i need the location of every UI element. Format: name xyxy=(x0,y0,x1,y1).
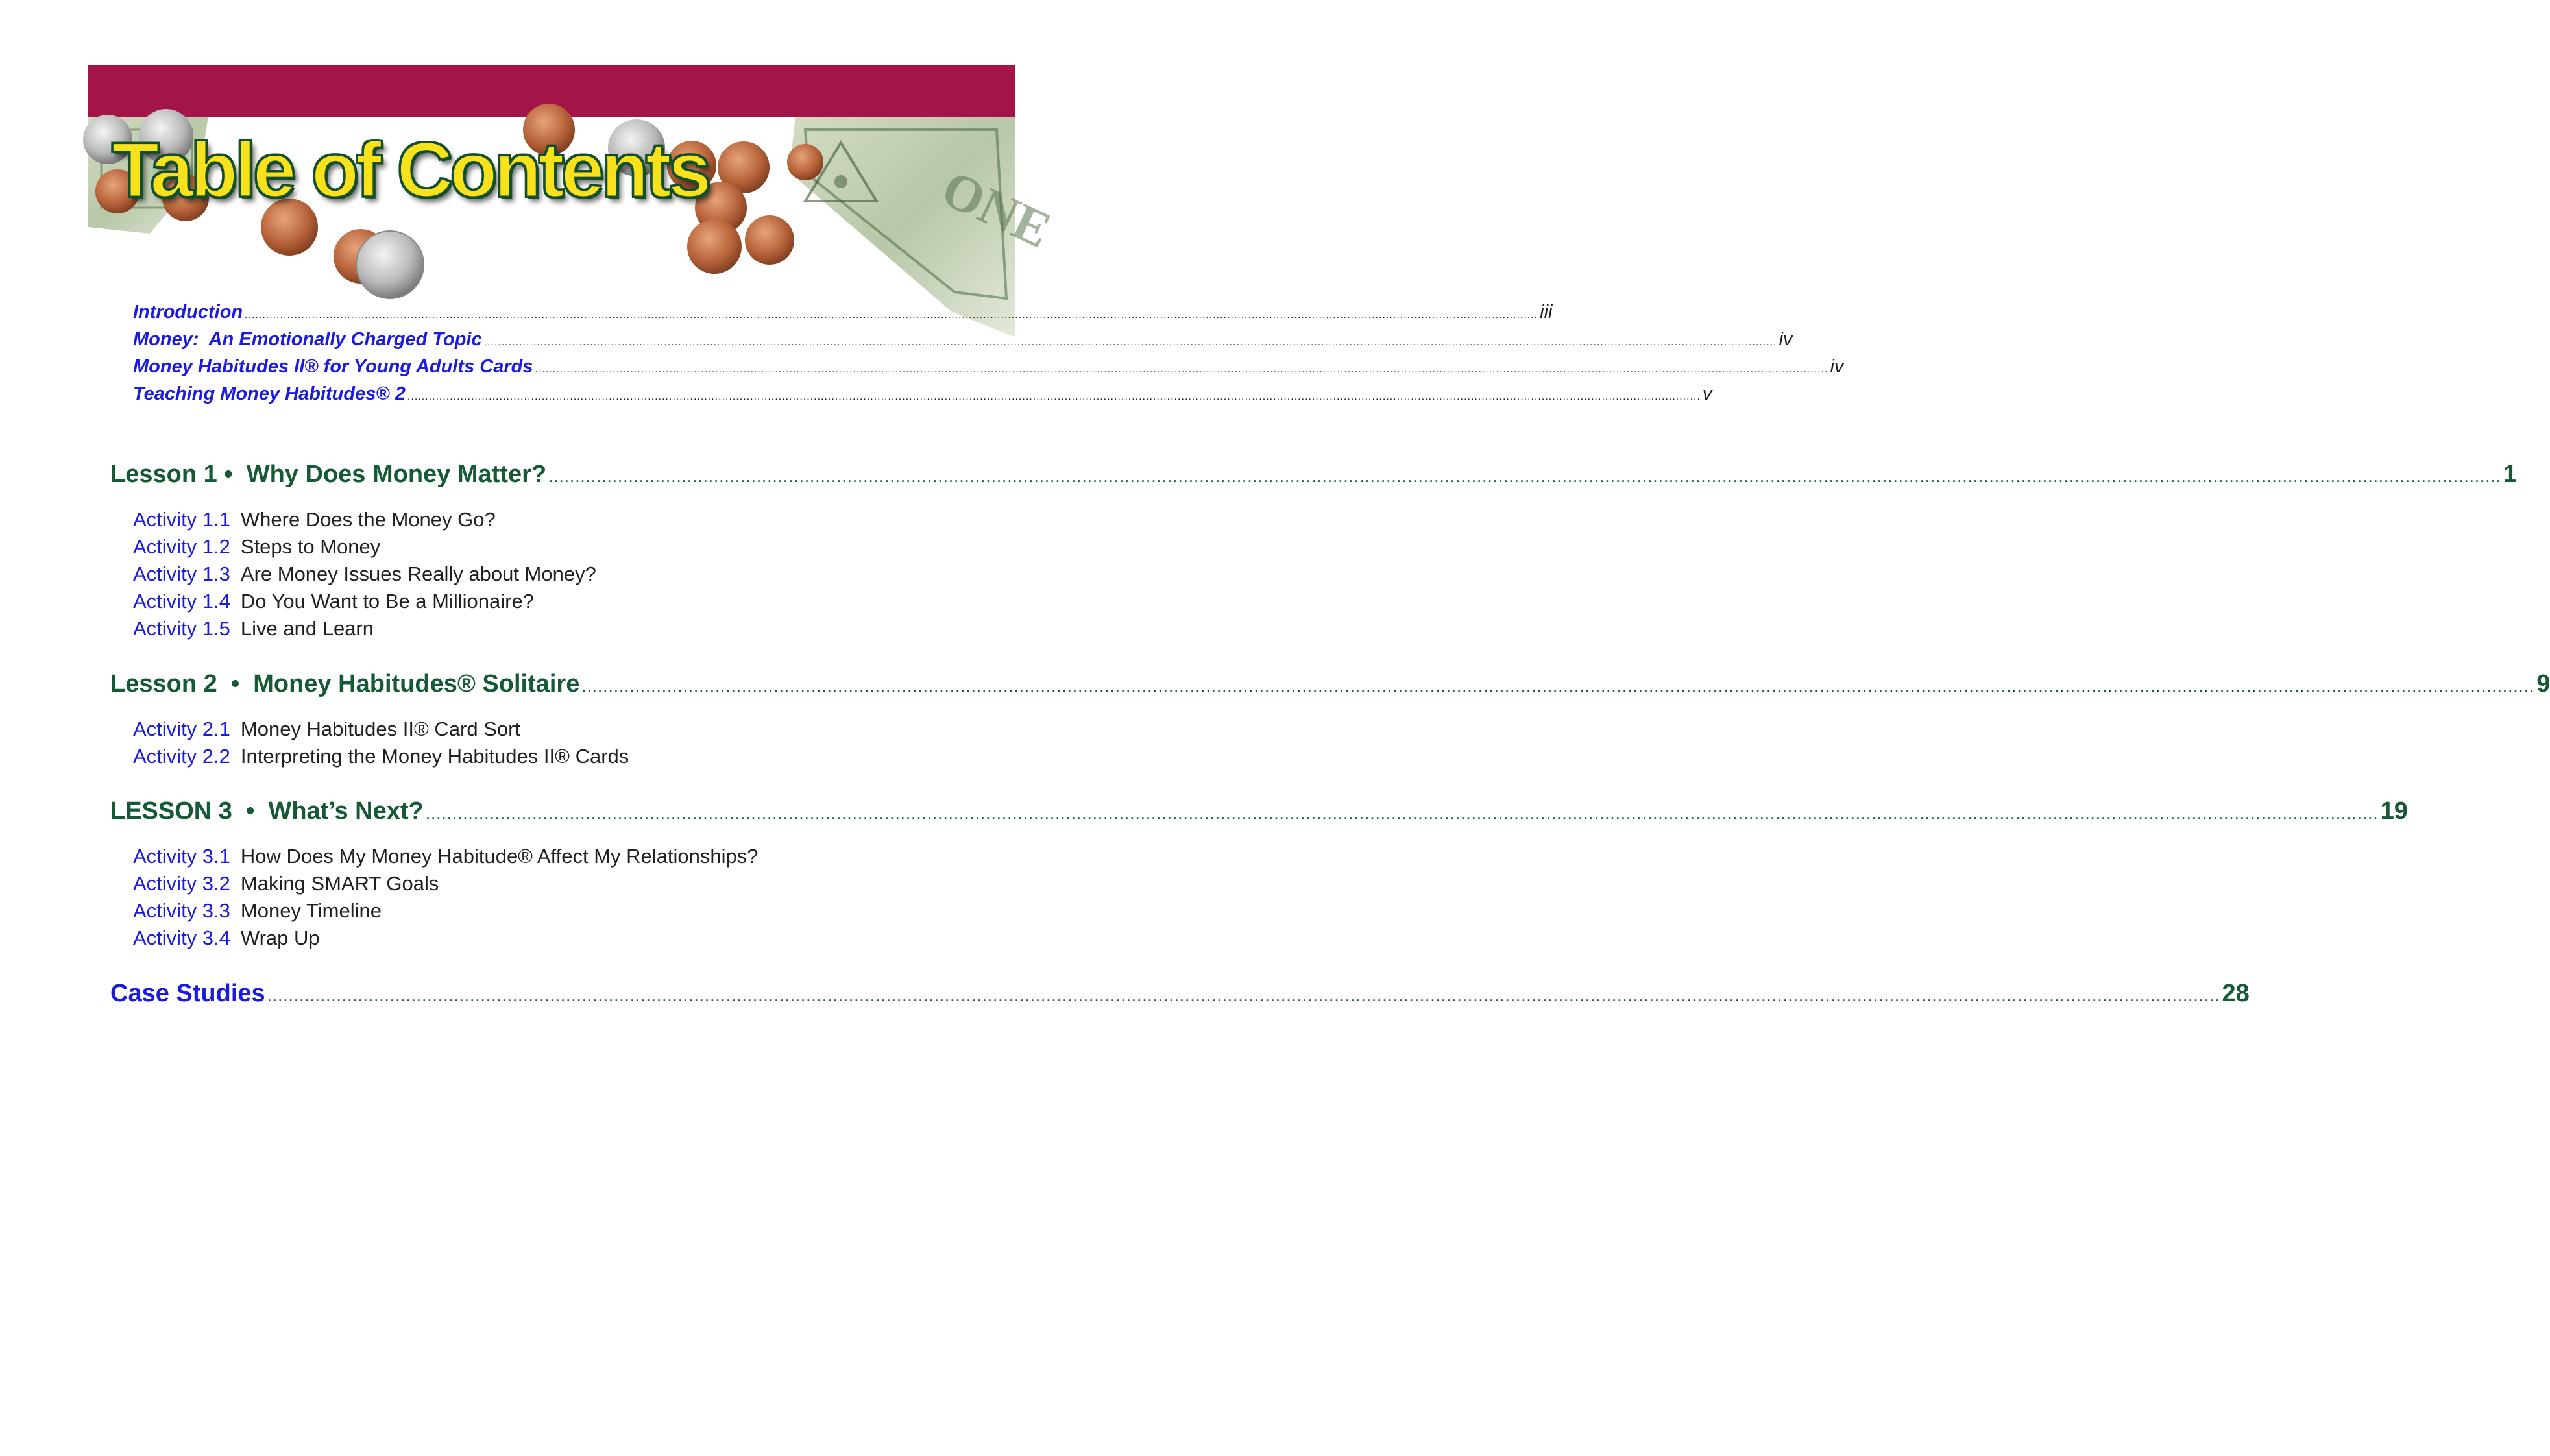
toc-lesson-3[interactable] xyxy=(110,797,2408,825)
activity-title: How Does My Money Habitude® Affect My Relationships? xyxy=(240,845,759,868)
activity-1-2[interactable] xyxy=(133,535,380,559)
penny-icon xyxy=(687,219,742,274)
penny-icon xyxy=(745,215,794,265)
toc-case-studies[interactable] xyxy=(110,980,2250,1008)
activity-number: Activity 3.4 xyxy=(133,927,230,949)
toc-entry-page: iii xyxy=(1540,302,1553,322)
activity-title: Wrap Up xyxy=(240,927,320,949)
activity-title: Steps to Money xyxy=(240,535,381,558)
activity-number: Activity 1.4 xyxy=(133,590,230,613)
dot-leader xyxy=(407,391,1701,403)
quarter-icon xyxy=(356,231,424,298)
lesson-page: 9 xyxy=(2536,670,2550,698)
toc-entry-teaching-money-habitudes[interactable] xyxy=(133,383,1712,405)
activity-title: Are Money Issues Really about Money? xyxy=(240,563,596,585)
activity-1-3[interactable] xyxy=(133,563,596,586)
toc-entry-title: Money: An Emotionally Charged Topic xyxy=(133,329,482,350)
dot-leader xyxy=(245,309,1538,321)
lesson-title: LESSON 3 • What’s Next? xyxy=(110,797,424,825)
activity-number: Activity 3.3 xyxy=(133,899,230,922)
lesson-title: Lesson 2 • Money Habitudes® Solitaire xyxy=(110,670,580,698)
activity-title: Making SMART Goals xyxy=(240,872,439,895)
activity-1-5[interactable] xyxy=(133,617,374,640)
activity-title: Interpreting the Money Habitudes II® Cards xyxy=(240,745,629,768)
toc-lesson-2[interactable] xyxy=(110,670,2550,698)
toc-entry-young-adults-cards[interactable] xyxy=(133,356,1844,378)
penny-icon xyxy=(787,144,823,180)
toc-entry-page: iv xyxy=(1779,329,1793,350)
lesson-page: 1 xyxy=(2503,461,2518,488)
activity-2-1[interactable] xyxy=(133,718,520,741)
activity-number: Activity 1.1 xyxy=(133,508,230,531)
toc-entry-introduction[interactable] xyxy=(133,302,1553,323)
activity-number: Activity 2.2 xyxy=(133,745,230,768)
lesson-page: 19 xyxy=(2380,797,2408,825)
activity-title: Money Timeline xyxy=(240,899,382,922)
activity-3-1[interactable] xyxy=(133,845,759,868)
case-studies-page: 28 xyxy=(2222,980,2250,1007)
svg-text:ONE: ONE xyxy=(933,160,1060,260)
activity-1-1[interactable] xyxy=(133,508,496,531)
activity-number: Activity 2.1 xyxy=(133,718,230,740)
activity-number: Activity 3.2 xyxy=(133,872,230,895)
activity-number: Activity 1.2 xyxy=(133,535,230,558)
dot-leader xyxy=(535,364,1828,376)
dot-leader xyxy=(548,467,2501,487)
activity-title: Money Habitudes II® Card Sort xyxy=(240,718,521,740)
toc-entry-title: Money Habitudes II® for Young Adults Cards xyxy=(133,356,533,377)
activity-2-2[interactable] xyxy=(133,745,629,768)
dot-leader xyxy=(426,803,2379,823)
lesson-title: Lesson 1 • Why Does Money Matter? xyxy=(110,461,547,488)
activity-title: Where Does the Money Go? xyxy=(240,508,496,531)
activity-number: Activity 1.5 xyxy=(133,617,230,640)
dot-leader xyxy=(581,676,2534,696)
dot-leader xyxy=(484,337,1777,348)
dot-leader xyxy=(267,986,2220,1006)
toc-entry-page: v xyxy=(1702,383,1712,404)
activity-number: Activity 1.3 xyxy=(133,563,230,585)
page-title: Table of Contents xyxy=(112,127,709,213)
activity-3-3[interactable] xyxy=(133,899,382,923)
activity-title: Live and Learn xyxy=(240,617,374,640)
activity-number: Activity 3.1 xyxy=(133,845,230,868)
toc-entry-title: Introduction xyxy=(133,302,243,322)
activity-3-2[interactable] xyxy=(133,872,439,895)
activity-3-4[interactable] xyxy=(133,927,320,950)
toc-entry-page: iv xyxy=(1830,356,1844,377)
case-studies-title: Case Studies xyxy=(110,980,265,1007)
toc-entry-emotionally-charged-topic[interactable] xyxy=(133,329,1793,350)
toc-entry-title: Teaching Money Habitudes® 2 xyxy=(133,383,406,404)
activity-1-4[interactable] xyxy=(133,590,534,613)
activity-title: Do You Want to Be a Millionaire? xyxy=(240,590,534,613)
toc-lesson-1[interactable] xyxy=(110,461,2518,489)
